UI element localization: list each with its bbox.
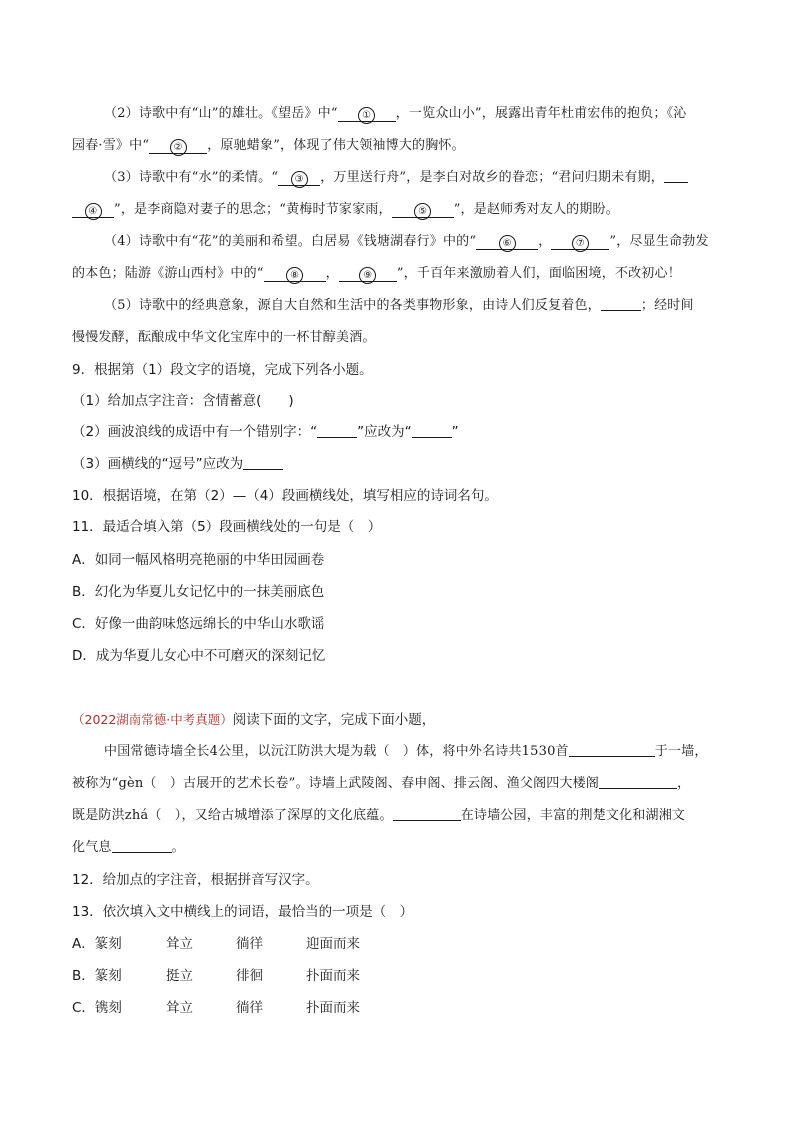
text: 于一墙， bbox=[654, 744, 708, 759]
answer-blank-s2-1[interactable] bbox=[569, 742, 655, 757]
circle-number: ⑦ bbox=[572, 235, 589, 252]
answer-blank-s2-4[interactable] bbox=[112, 838, 172, 853]
circle-number: ⑨ bbox=[359, 267, 376, 284]
word-4: 扑面而来 bbox=[306, 968, 360, 984]
text: ， bbox=[677, 776, 691, 791]
text: （4）诗歌中有“花”的美丽和希望。白居易《钱塘湖春行》中的“ bbox=[104, 234, 477, 249]
answer-blank-3[interactable] bbox=[278, 171, 320, 186]
answer-blank-9[interactable] bbox=[339, 267, 397, 282]
text: 的本色；陆游《游山西村》中的“ bbox=[72, 266, 264, 281]
circle-number: ③ bbox=[291, 171, 308, 188]
text: ，原驰蜡象”，体现了伟大领袖博大的胸怀。 bbox=[207, 138, 465, 153]
word-2: 挺立 bbox=[166, 968, 193, 984]
word-3: 徜徉 bbox=[236, 1000, 263, 1016]
text: （3）诗歌中有“水”的柔情。“ bbox=[104, 170, 279, 185]
option-row-b[interactable] bbox=[72, 964, 722, 984]
question-9-2 bbox=[72, 420, 722, 440]
circle-number: ⑧ bbox=[286, 267, 303, 284]
question-12: 12．给加点的字注音，根据拼音写汉字。 bbox=[72, 872, 319, 888]
text: 。 bbox=[171, 840, 185, 855]
text: 被称为“gèn（ ）古展开的艺术长卷”。诗墙上武陵阁、春申阁、排云阁、渔父阁四大楼阁 bbox=[72, 776, 600, 791]
option-row-a[interactable] bbox=[72, 932, 722, 952]
option-d[interactable]: D．成为华夏儿女心中不可磨灭的深刻记忆 bbox=[72, 648, 326, 664]
para-3-line-1 bbox=[104, 166, 722, 186]
text: （2）诗歌中有“山”的雄壮。《望岳》中“ bbox=[104, 106, 338, 121]
text: ， bbox=[325, 266, 339, 281]
answer-blank-5[interactable] bbox=[392, 203, 454, 218]
para-2-line-2 bbox=[72, 134, 722, 154]
text: ， bbox=[538, 234, 552, 249]
para-4-line-2 bbox=[72, 262, 722, 282]
answer-blank-wrong-char[interactable] bbox=[317, 423, 357, 438]
text: ”应改为“ bbox=[357, 424, 412, 440]
question-10: 10．根据语境，在第（2）—（4）段画横线处，填写相应的诗词名句。 bbox=[72, 488, 498, 504]
option-c[interactable]: C．好像一曲韵味悠远绵长的中华山水歌谣 bbox=[72, 616, 325, 632]
answer-blank-4a[interactable] bbox=[664, 168, 688, 183]
question-9: 9．根据第（1）段文字的语境，完成下列各小题。 bbox=[72, 362, 373, 378]
question-9-3 bbox=[72, 452, 722, 472]
text: （3）画横线的“逗号”应改为 bbox=[72, 456, 244, 472]
para-5-line-2 bbox=[72, 326, 722, 345]
word-4: 迎面而来 bbox=[306, 936, 360, 952]
text: 化气息 bbox=[72, 840, 112, 855]
option-row-c[interactable] bbox=[72, 996, 722, 1016]
circle-number: ⑤ bbox=[414, 203, 431, 220]
answer-blank-10[interactable] bbox=[601, 296, 641, 311]
text: （2）画波浪线的成语中有一个错别字：“ bbox=[72, 424, 318, 440]
word-4: 扑面而来 bbox=[306, 1000, 360, 1016]
word-1: B．篆刻 bbox=[72, 968, 122, 984]
option-b[interactable]: B．幻化为华夏儿女记忆中的一抹美丽底色 bbox=[72, 584, 325, 600]
answer-blank-punctuation[interactable] bbox=[243, 455, 283, 470]
para-4-line-1 bbox=[104, 230, 722, 250]
text: ”，尽显生命勃发 bbox=[609, 234, 709, 249]
word-3: 徘徊 bbox=[236, 968, 263, 984]
para-2-line-1 bbox=[104, 102, 722, 122]
circle-number: ① bbox=[358, 107, 375, 124]
circle-number: ⑥ bbox=[499, 235, 516, 252]
answer-blank-8[interactable] bbox=[264, 267, 326, 282]
text: ”，是李商隐对妻子的思念；“黄梅时节家家雨， bbox=[114, 202, 392, 217]
section-intro: 阅读下面的文字，完成下面小题， bbox=[232, 712, 436, 728]
question-9-1: （1）给加点字注音：含情蓄意( ) bbox=[72, 393, 294, 409]
passage2-line-4 bbox=[72, 836, 722, 855]
option-a[interactable]: A．如同一幅风格明亮艳丽的中华田园画卷 bbox=[72, 552, 325, 568]
text: 园春·雪》中“ bbox=[72, 138, 150, 153]
answer-blank-1[interactable] bbox=[338, 107, 396, 122]
answer-blank-4[interactable] bbox=[72, 203, 114, 218]
text: 既是防洪zhá（ ），又给古城增添了深厚的文化底蕴。 bbox=[72, 808, 393, 823]
section-2-header bbox=[72, 708, 722, 728]
text: ”，是赵师秀对友人的期盼。 bbox=[453, 202, 619, 217]
word-2: 耸立 bbox=[166, 936, 193, 952]
text: （5）诗歌中的经典意象，源自大自然和生活中的各类事物形象，由诗人们反复着色， bbox=[104, 298, 601, 313]
passage2-line-2 bbox=[72, 772, 722, 791]
text: ” bbox=[451, 424, 459, 440]
para-5-line-1 bbox=[104, 294, 722, 313]
text: 在诗墙公园，丰富的荆楚文化和湖湘文 bbox=[460, 808, 686, 823]
answer-blank-2[interactable] bbox=[149, 139, 207, 154]
text: 慢慢发酵，酝酿成中华文化宝库中的一杯甘醇美酒。 bbox=[72, 330, 376, 345]
question-11: 11．最适合填入第（5）段画横线处的一句是（ ） bbox=[72, 519, 382, 535]
source-tag: （2022湖南常德·中考真题） bbox=[72, 712, 233, 727]
answer-blank-7[interactable] bbox=[551, 235, 609, 250]
circle-number: ④ bbox=[85, 203, 102, 220]
answer-blank-s2-2[interactable] bbox=[599, 774, 677, 789]
answer-blank-s2-3[interactable] bbox=[393, 806, 461, 821]
passage2-line-3 bbox=[72, 804, 722, 823]
text: ，万里送行舟”，是李白对故乡的眷恋；“君问归期未有期， bbox=[320, 170, 664, 185]
text: ，一览众山小”，展露出青年杜甫宏伟的抱负；《沁 bbox=[395, 106, 687, 121]
text: ”，千百年来激励着人们，面临困境，不改初心！ bbox=[396, 266, 681, 281]
question-13: 13．依次填入文中横线上的词语，最恰当的一项是（ ） bbox=[72, 904, 414, 920]
para-3-line-2 bbox=[72, 198, 722, 218]
text: ；经时间 bbox=[640, 298, 694, 313]
word-3: 徜徉 bbox=[236, 936, 263, 952]
word-2: 耸立 bbox=[166, 1000, 193, 1016]
word-1: A．篆刻 bbox=[72, 936, 122, 952]
circle-number: ② bbox=[170, 139, 187, 156]
passage2-line-1 bbox=[104, 740, 722, 759]
answer-blank-6[interactable] bbox=[476, 235, 538, 250]
word-1: C．镌刻 bbox=[72, 1000, 122, 1016]
text: 中国常德诗墙全长4公里，以沅江防洪大堤为载（ ）体，将中外名诗共1530首 bbox=[104, 744, 569, 759]
answer-blank-correct-char[interactable] bbox=[412, 423, 452, 438]
